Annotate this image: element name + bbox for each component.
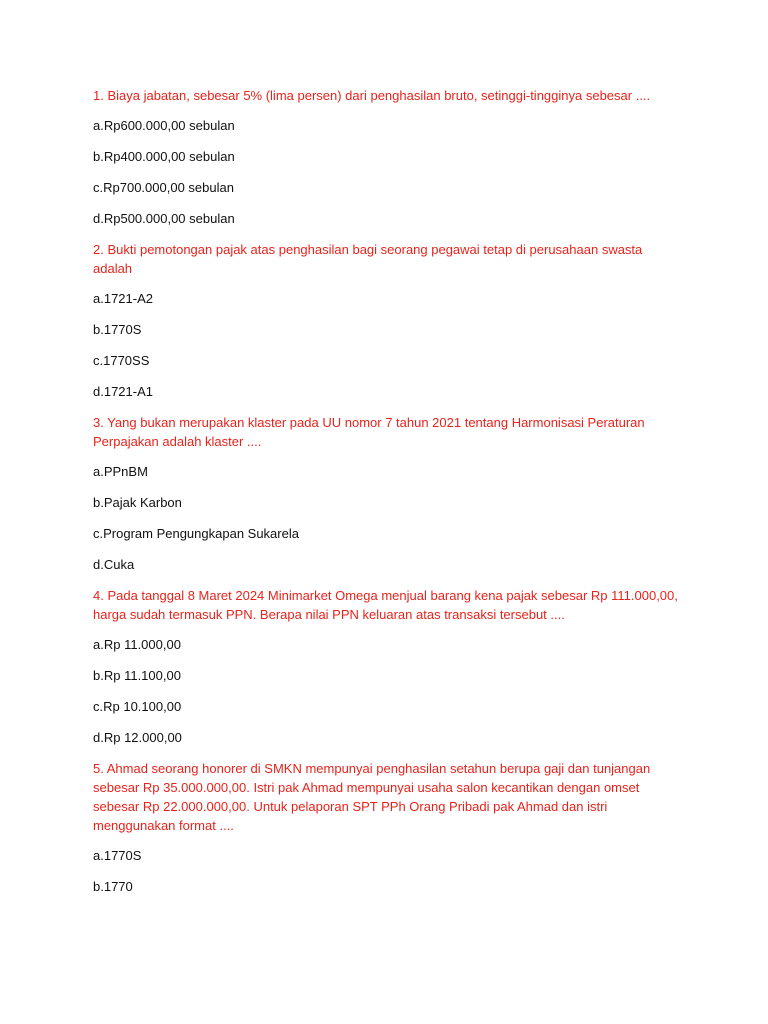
question-block-3 — [93, 413, 683, 574]
document-content — [93, 86, 683, 908]
question-3-option-b: b.Pajak Karbon — [93, 495, 182, 510]
question-4-option-d: d.Rp 12.000,00 — [93, 730, 182, 745]
question-3-option-c: c.Program Pengungkapan Sukarela — [93, 526, 299, 541]
question-4-option-b: b.Rp 11.100,00 — [93, 668, 181, 683]
question-4-option-c: c.Rp 10.100,00 — [93, 699, 182, 714]
question-3-option-a: a.PPnBM — [93, 464, 148, 479]
question-3-option-d: d.Cuka — [93, 557, 135, 572]
question-1-option-b: b.Rp400.000,00 sebulan — [93, 149, 235, 164]
question-4-text: 4. Pada tanggal 8 Maret 2024 Minimarket Omega menjual barang kena pajak sebesar Rp 111.000,00, harga sudah termasuk PPN. Berapa nilai PPN keluaran atas transaksi tersebut .... — [93, 588, 678, 622]
question-1-option-a: a.Rp600.000,00 sebulan — [93, 118, 235, 133]
question-block-5 — [93, 759, 683, 896]
question-block-1 — [93, 86, 683, 228]
question-1-text: 1. Biaya jabatan, sebesar 5% (lima persen) dari penghasilan bruto, setinggi-tingginya sebesar .... — [93, 88, 651, 103]
question-2-text: 2. Bukti pemotongan pajak atas penghasilan bagi seorang pegawai tetap di perusahaan swasta adalah — [93, 242, 643, 276]
question-1-option-c: c.Rp700.000,00 sebulan — [93, 180, 234, 195]
question-2-option-d: d.1721-A1 — [93, 384, 153, 399]
question-2-option-b: b.1770S — [93, 322, 142, 337]
question-block-4 — [93, 586, 683, 747]
question-block-2 — [93, 240, 683, 401]
question-2-option-a: a.1721-A2 — [93, 291, 153, 306]
question-5-option-a: a.1770S — [93, 848, 142, 863]
question-3-text: 3. Yang bukan merupakan klaster pada UU nomor 7 tahun 2021 tentang Harmonisasi Peraturan Perpajakan adalah klaster .... — [93, 415, 645, 449]
question-2-option-c: c.1770SS — [93, 353, 150, 368]
question-1-option-d: d.Rp500.000,00 sebulan — [93, 211, 235, 226]
question-5-text: 5. Ahmad seorang honorer di SMKN mempunyai penghasilan setahun berupa gaji dan tunjangan sebesar Rp 35.000.000,00. Istri pak Ahmad mempunyai usaha salon kecantikan dengan omset sebesar Rp 22.000.000,00. Untuk pelaporan SPT PPh Orang Pribadi pak Ahmad dan istri menggunakan format .... — [93, 761, 651, 833]
question-5-option-b: b.1770 — [93, 879, 133, 894]
question-4-option-a: a.Rp 11.000,00 — [93, 637, 181, 652]
